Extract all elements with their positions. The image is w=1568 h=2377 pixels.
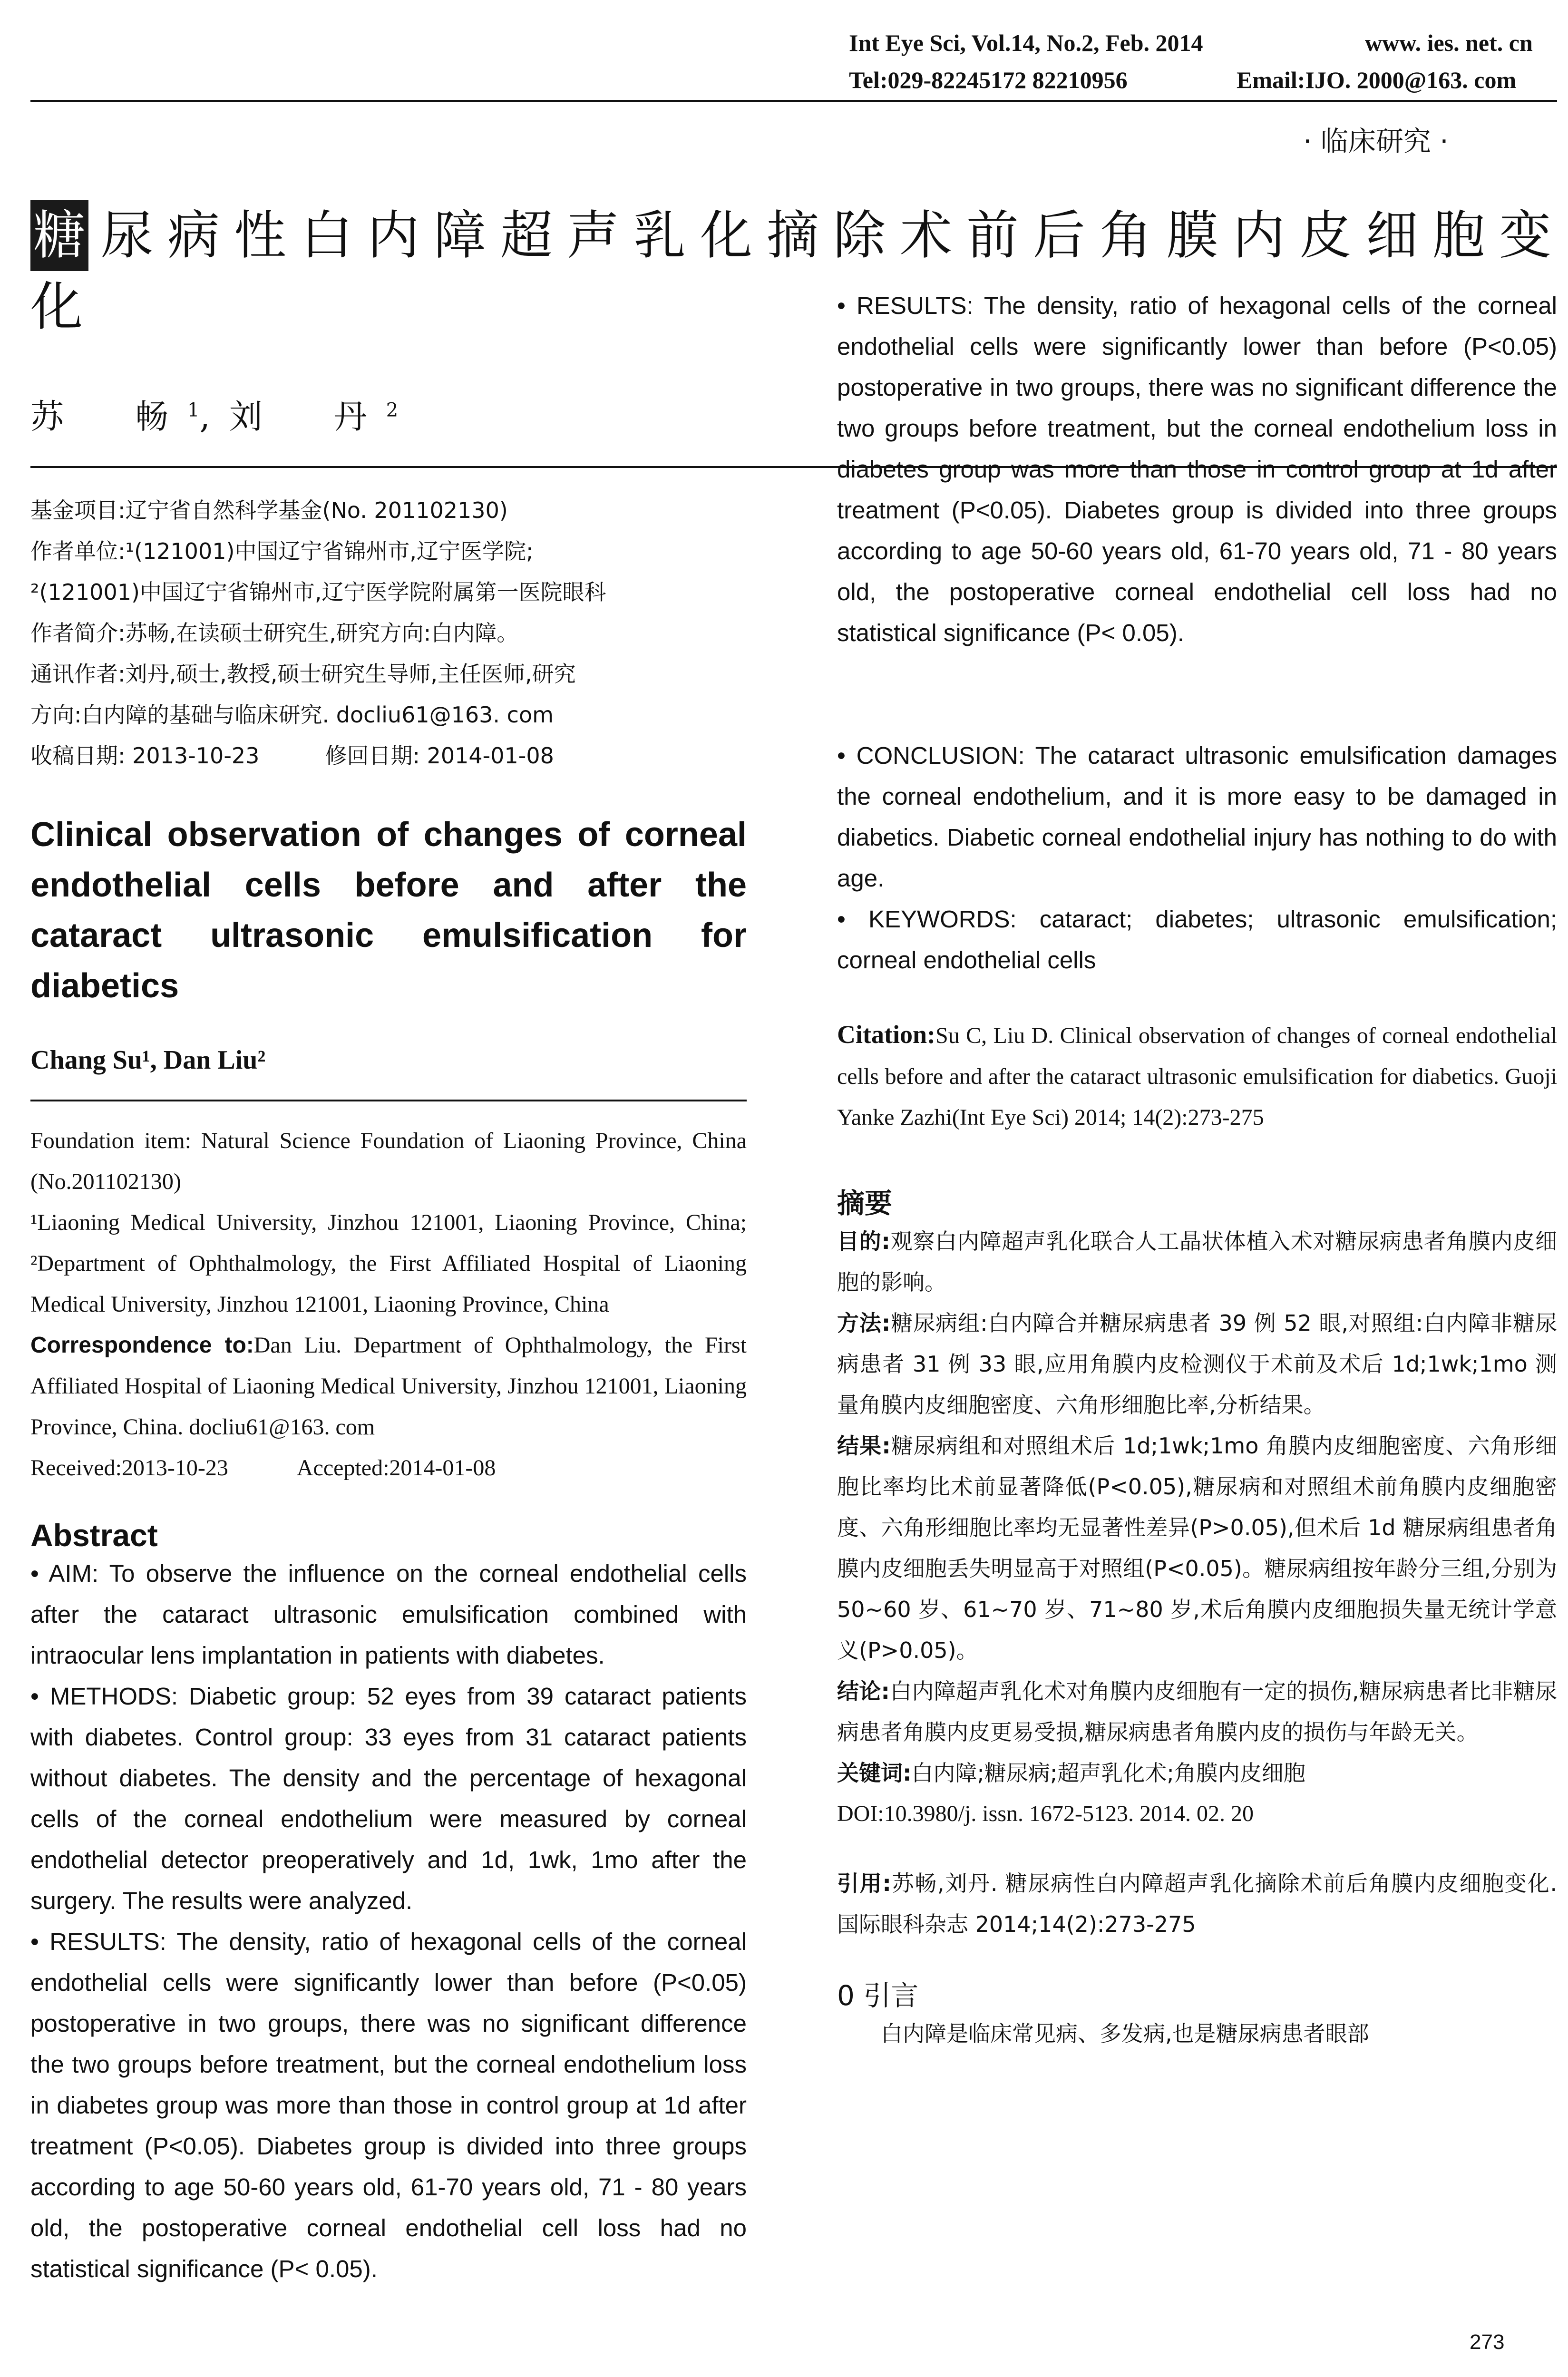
- cn-methods: [837, 1303, 1557, 1425]
- en-authors-rule: [30, 1100, 747, 1101]
- abstract-results-continued: [837, 292, 1557, 735]
- cn-citation: [837, 1863, 1557, 1945]
- email: Email:IJO. 2000@163. com: [1237, 67, 1517, 93]
- website: www. ies. net. cn: [1365, 29, 1533, 56]
- meta-cn: [30, 490, 747, 776]
- citation-text: Su C, Liu D. Clinical observation of changes of corneal endothelial cells before and after the cataract ultrasonic emulsification for diabetics. Guoji Yanke Zazhi(Int Eye Sci) 2014; 14(2):273-275: [837, 1023, 1557, 1130]
- telephone: Tel:029-82245172 82210956: [849, 67, 1128, 93]
- meta-cn-line: 通讯作者:刘丹,硕士,教授,硕士研究生导师,主任医师,研究: [30, 661, 576, 687]
- title-rest: 尿病性白内障超声乳化摘除术前后角膜内皮细胞变化: [30, 205, 1566, 337]
- citation-label: Citation:: [837, 1020, 935, 1049]
- abstract-heading: Abstract: [30, 1518, 158, 1553]
- cn-citation-label: 引用:: [837, 1870, 891, 1896]
- meta-cn-line: ²(121001)中国辽宁省锦州市,辽宁医学院附属第一医院眼科: [30, 579, 606, 605]
- cn-methods-text: 糖尿病组:白内障合并糖尿病患者 39 例 52 眼,对照组:白内障非糖尿病患者 31 例 33 眼,应用角膜内皮检测仪于术前及术后 1d;1wk;1mo 测量角膜内皮细胞密度、六角形细胞比率,分析结果。: [837, 1310, 1557, 1418]
- abstract-conclusion: • CONCLUSION: The cataract ultrasonic emulsification damages the corneal endothelium, and it is more easy to be damaged in diabetics. Diabetic corneal endothelial injury has nothing to do with age.: [837, 742, 1557, 892]
- author-sep: ,: [199, 397, 229, 436]
- correspondence-text: Dan Liu. Department of Ophthalmology, the First Affiliated Hospital of Liaoning Medical University, Jinzhou 121001, Liaoning Province, China. docliu61@163. com: [30, 1333, 747, 1440]
- meta-cn-line: 收稿日期: 2013-10-23 修回日期: 2014-01-08: [30, 743, 554, 769]
- cn-keywords-label: 关键词:: [837, 1760, 912, 1786]
- abstract-aim: • AIM: To observe the influence on the corneal endothelial cells after the cataract ultrasonic emulsification combined with intraocular lens implantation in patients with diabetes.: [30, 1560, 747, 1669]
- journal-line: Int Eye Sci, Vol.14, No.2, Feb. 2014: [849, 29, 1203, 56]
- english-title: Clinical observation of changes of corneal endothelial cells before and after the cataract ultrasonic emulsification for diabetics: [30, 816, 747, 1005]
- cn-results-text: 糖尿病组和对照组术后 1d;1wk;1mo 角膜内皮细胞密度、六角形细胞比率均比术前显著降低(P<0.05),糖尿病和对照组术前角膜内皮细胞密度、六角形细胞比率均无显著性差异(P>0.05),但术后 1d 糖尿病组患者角膜内皮细胞丢失明显高于对照组(P<0.05)。糖尿病组按年龄分三组,分别为 50~60 岁、61~70 岁、71~80 岁,术后角膜内皮细胞损失量无统计学意义(P>0.05)。: [837, 1433, 1557, 1663]
- foundation-item: Foundation item: Natural Science Foundation of Liaoning Province, China (No.201102130): [30, 1128, 747, 1194]
- right-column: [837, 292, 1558, 2054]
- abstract-keywords: • KEYWORDS: cataract; diabetes; ultrasonic emulsification; corneal endothelial cells: [837, 906, 1557, 974]
- affiliation-en: ¹Liaoning Medical University, Jinzhou 121001, Liaoning Province, China; ²Department of Ophthalmology, the First Affiliated Hospital of Liaoning Medical University, Jinzhou 121001, Liaoning Province, China: [30, 1210, 747, 1317]
- intro-heading: 0 引言: [837, 1979, 919, 2012]
- abstract-results-part: • RESULTS: The density, ratio of hexagonal cells of the corneal endothelial cells were significantly lower than before (P<0.05) postoperative in two groups, there was no significant difference the two groups before treatment, but the corneal endothelium loss in diabetes group was more than those in control group at 1d after treatment (P<0.05). Diabetes group is divided into three groups according to age 50-60 years old, 61-70 years old, 71 - 80 years old, the postoperative corneal endothelial cell loss had no statistical significance (P< 0.05).: [30, 1928, 747, 2282]
- cn-conclusion-label: 结论:: [837, 1678, 890, 1704]
- left-column: [30, 490, 747, 2282]
- cn-aim-text: 观察白内障超声乳化联合人工晶状体植入术对糖尿病患者角膜内皮细胞的影响。: [837, 1228, 1557, 1295]
- meta-cn-line: 作者简介:苏畅,在读硕士研究生,研究方向:白内障。: [30, 620, 519, 646]
- received-dates: Received:2013-10-23 Accepted:2014-01-08: [30, 1455, 496, 1481]
- abstract-methods: • METHODS: Diabetic group: 52 eyes from 39 cataract patients with diabetes. Control group: 33 eyes from 31 cataract patients without diabetes. The density and the percentage of hexagonal cells of the corneal endothelium were measured by corneal endothelial detector preoperatively and 1d, 1wk, 1mo after the surgery. The results were analyzed.: [30, 1683, 747, 1914]
- cn-conclusion-text: 白内障超声乳化术对角膜内皮细胞有一定的损伤,糖尿病患者比非糖尿病患者角膜内皮更易受损,糖尿病患者角膜内皮的损伤与年龄无关。: [837, 1678, 1558, 1745]
- meta-cn-line: 方向:白内障的基础与临床研究. docliu61@163. com: [30, 702, 554, 728]
- citation: [837, 1014, 1557, 1138]
- meta-cn-line: 基金项目:辽宁省自然科学基金(No. 201102130): [30, 497, 508, 523]
- cn-aim-label: 目的:: [837, 1228, 890, 1254]
- english-authors: Chang Su¹, Dan Liu²: [30, 1045, 266, 1075]
- author-2-sup: 2: [386, 399, 399, 421]
- cn-methods-label: 方法:: [837, 1310, 891, 1336]
- meta-cn-line: 作者单位:¹(121001)中国辽宁省锦州市,辽宁医学院;: [30, 538, 534, 564]
- author-2: 刘 丹: [229, 397, 386, 436]
- cn-keywords: [837, 1753, 1557, 1793]
- doi: DOI:10.3980/j. issn. 1672-5123. 2014. 02. 20: [837, 1801, 1254, 1826]
- page-number: 273: [1470, 2330, 1505, 2354]
- title-first-char: 糖: [30, 200, 88, 271]
- author-1-sup: 1: [187, 399, 200, 421]
- header-rule: [30, 100, 1557, 102]
- author-1: 苏 畅: [30, 397, 187, 436]
- cn-results-label: 结果:: [837, 1433, 891, 1459]
- cn-results: [837, 1425, 1557, 1671]
- correspondence: [30, 1325, 747, 1448]
- authors-cn: [30, 390, 398, 438]
- section-label: · 临床研究 ·: [1303, 125, 1449, 157]
- correspondence-label: Correspondence to:: [30, 1333, 254, 1358]
- cn-citation-text: 苏畅,刘丹. 糖尿病性白内障超声乳化摘除术前后角膜内皮细胞变化. 国际眼科杂志 2014;14(2):273-275: [837, 1870, 1557, 1937]
- cn-conclusion: [837, 1671, 1557, 1753]
- cn-keywords-text: 白内障;糖尿病;超声乳化术;角膜内皮细胞: [911, 1760, 1305, 1786]
- cn-aim: [837, 1221, 1557, 1303]
- abstract-results-overflow: • RESULTS: The density, ratio of hexagonal cells of the corneal endothelial cells were significantly lower than before (P<0.05) postoperative in two groups, there was no significant difference the two groups before treatment, but the corneal endothelium loss in diabetes group was more than those in control group at 1d after treatment (P<0.05). Diabetes group is divided into three groups according to age 50-60 years old, 61-70 years old, 71 - 80 years old, the postoperative corneal endothelial cell loss had no statistical significance (P< 0.05).: [837, 292, 1557, 646]
- cn-abstract-heading: 摘要: [837, 1187, 893, 1219]
- intro-text: 白内障是临床常见病、多发病,也是糖尿病患者眼部: [837, 2021, 1369, 2046]
